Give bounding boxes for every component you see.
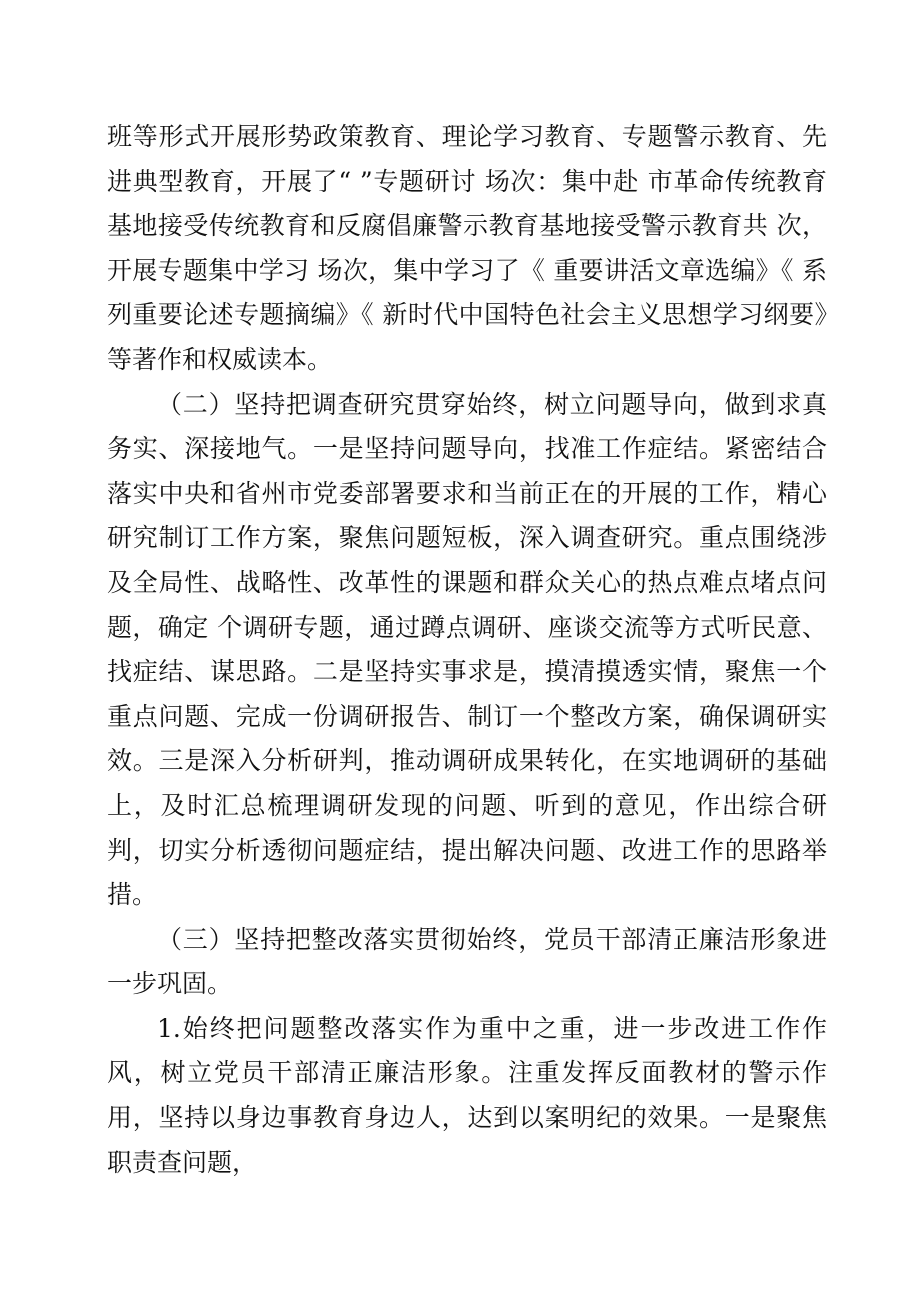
paragraph-section-3: （三）坚持把整改落实贯彻始终，党员干部清正廉洁形象进一步巩固。 — [107, 924, 827, 999]
document-body — [107, 115, 827, 1185]
paragraph-section-2: （二）坚持把调查研究贯穿始终，树立问题导向，做到求真务实、深接地气。一是坚持问题导向，找准工作症结。紧密结合落实中央和省州市党委部署要求和当前正在的开展的工作，精心研究制订工作方案，聚焦问题短板，深入调查研究。重点围绕涉及全局性、战略性、改革性的课题和群众关心的热点难点堵点问题，确定 个调研专题，通过蹲点调研、座谈交流等方式听民意、找症结、谋思路。二是坚持实事求是，摸清摸透实情，聚焦一个重点问题、完成一份调研报告、制订一个整改方案，确保调研实效。三是深入分析研判，推动调研成果转化，在实地调研的基础上，及时汇总梳理调研发现的问题、听到的意见，作出综合研判，切实分析透彻问题症结，提出解决问题、改进工作的思路举措。 — [107, 389, 827, 910]
paragraph-continuation: 班等形式开展形势政策教育、理论学习教育、专题警示教育、先进典型教育，开展了“ ”专题研讨 场次：集中赴 市革命传统教育基地接受传统教育和反腐倡廉警示教育基地接受警示教育共 次， 开展专题集中学习 场次，集中学习了《 重要讲活文章选编》《 系列重要论述专题摘编》《 新时代中国特色社会主义思想学习纲要》等著作和权威读本。 — [107, 122, 827, 374]
paragraph-item-1: 1.始终把问题整改落实作为重中之重，进一步改进工作作风，树立党员干部清正廉洁形象。注重发挥反面教材的警示作用，坚持以身边事教育身边人，达到以案明纪的效果。一是聚焦职责查问题， — [107, 1013, 827, 1177]
